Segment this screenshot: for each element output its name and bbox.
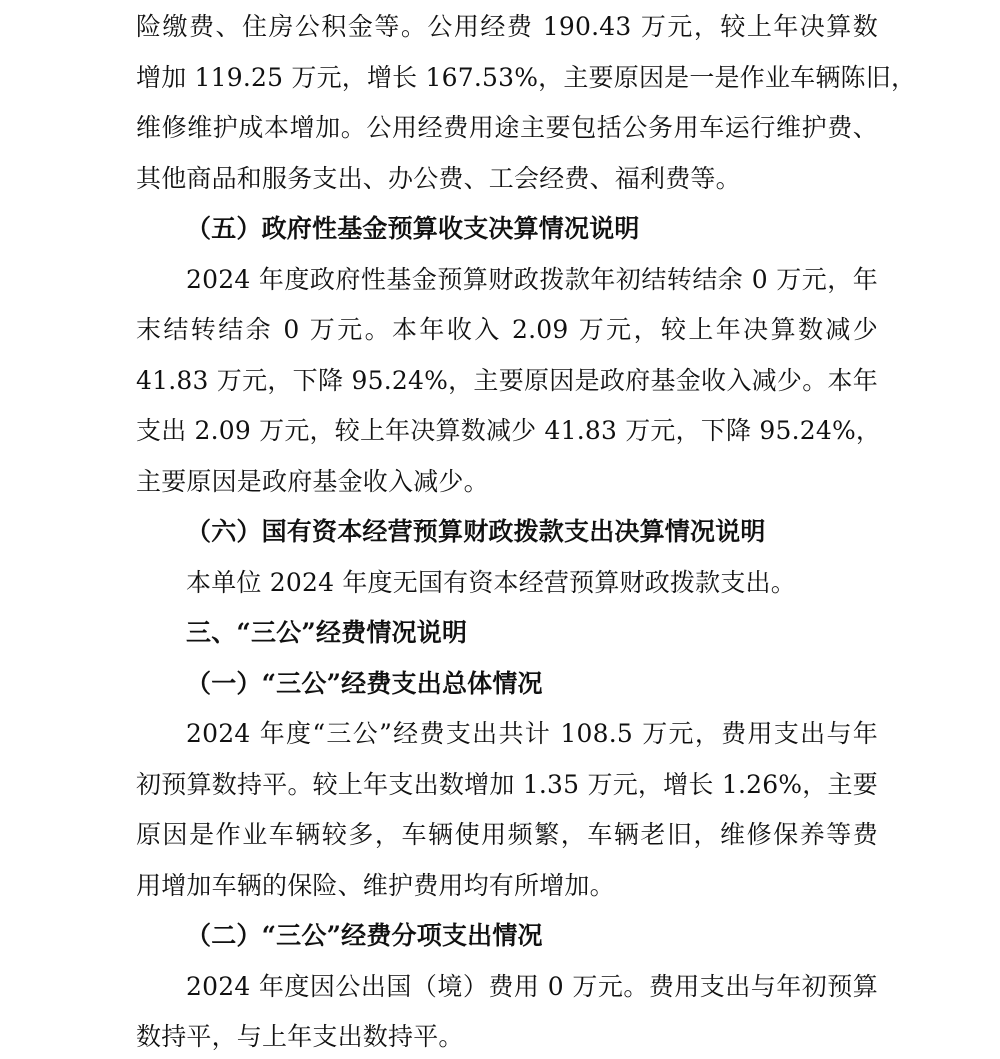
- body-text-line: 增加 119.25 万元，增长 167.53%，主要原因是一是作业车辆陈旧，: [136, 63, 917, 92]
- body-text-line: 2024 年度因公出国（境）费用 0 万元。费用支出与年初预算: [186, 972, 878, 1001]
- section-heading-three-two: （二）“三公”经费分项支出情况: [186, 921, 543, 950]
- body-text-line: 主要原因是政府基金收入减少。: [136, 467, 489, 496]
- body-text-line: 2024 年度政府性基金预算财政拨款年初结转结余 0 万元，年: [186, 265, 878, 294]
- body-text-line: 维修维护成本增加。公用经费用途主要包括公务用车运行维护费、: [136, 113, 878, 142]
- body-text-line: 初预算数持平。较上年支出数增加 1.35 万元，增长 1.26%，主要: [136, 770, 878, 799]
- body-text-line: 2024 年度“三公”经费支出共计 108.5 万元，费用支出与年: [186, 719, 878, 748]
- body-text-line: 原因是作业车辆较多，车辆使用频繁，车辆老旧，维修保养等费: [136, 820, 878, 849]
- section-heading-five: （五）政府性基金预算收支决算情况说明: [186, 214, 640, 243]
- section-heading-three: 三、“三公”经费情况说明: [186, 618, 468, 647]
- section-heading-six: （六）国有资本经营预算财政拨款支出决算情况说明: [186, 517, 766, 546]
- body-text-line: 险缴费、住房公积金等。公用经费 190.43 万元，较上年决算数: [136, 12, 878, 41]
- body-text-line: 末结转结余 0 万元。本年收入 2.09 万元，较上年决算数减少: [136, 315, 878, 344]
- section-heading-three-one: （一）“三公”经费支出总体情况: [186, 669, 543, 698]
- body-text-line: 其他商品和服务支出、办公费、工会经费、福利费等。: [136, 164, 741, 193]
- body-text-line: 数持平，与上年支出数持平。: [136, 1022, 464, 1051]
- body-text-line: 用增加车辆的保险、维护费用均有所增加。: [136, 871, 615, 900]
- body-text-line: 41.83 万元，下降 95.24%，主要原因是政府基金收入减少。本年: [136, 366, 878, 395]
- body-text-line: 支出 2.09 万元，较上年决算数减少 41.83 万元，下降 95.24%，: [136, 416, 882, 445]
- body-text-line: 本单位 2024 年度无国有资本经营预算财政拨款支出。: [186, 568, 796, 597]
